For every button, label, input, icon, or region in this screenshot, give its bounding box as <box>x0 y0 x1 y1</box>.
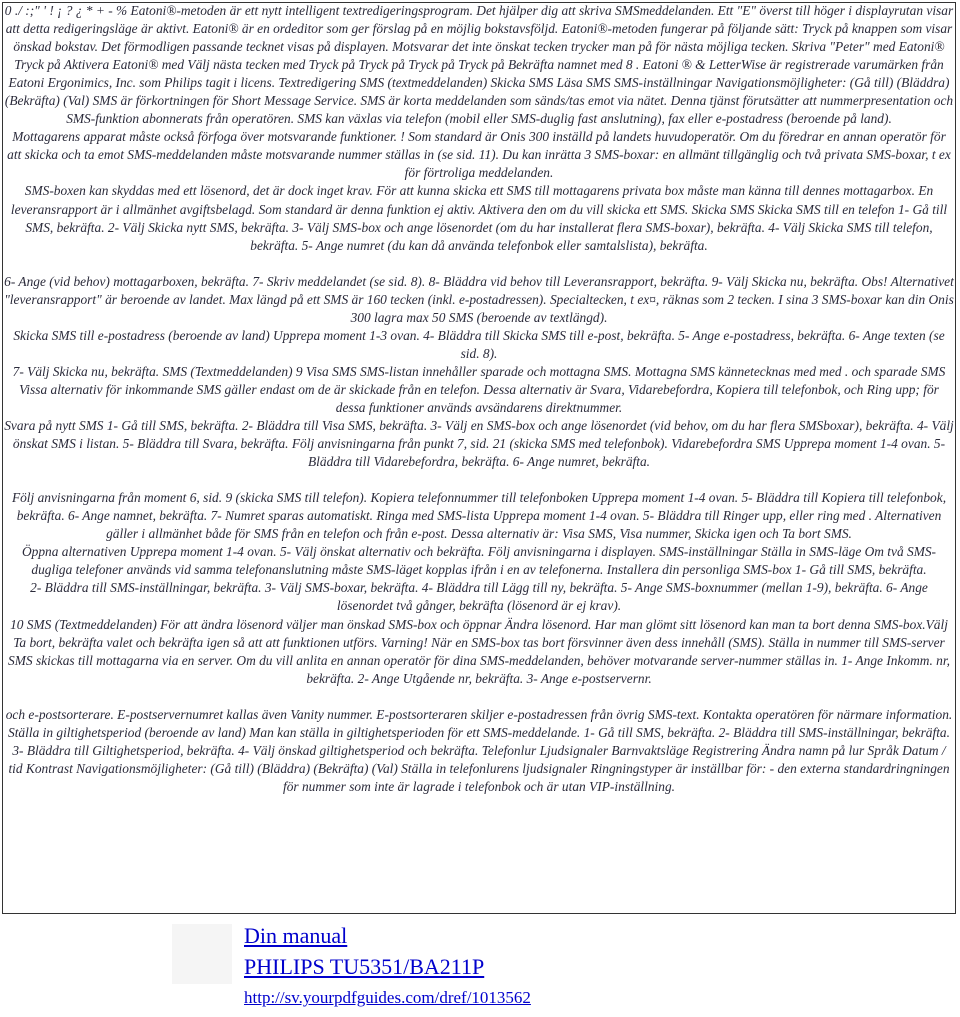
paragraph-losenord: 10 SMS (Textmeddelanden) För att ändra lösenord väljer man önskad SMS-box och öppnar Ändra lösenord. Har man glömt sitt lösenord kan man ta bort denna SMS-box.Välj Ta bort, bekräfta valet och bekräfta igen så att att funktionen utförs. Varning! När en SMS-box tas bort försvinner även dess innehåll (SMS). Ställa in nummer till SMS-server SMS skickas till mottagarna via en server. Om du vill anlita en annan operatör för dina SMS-meddelanden, behöver motvarande server-nummer ställas in. 1- Ange Inkomm. nr, bekräfta. 2- Ange Utgående nr, bekräfta. 3- Ange e-postservernr. <box>8 616 950 686</box>
paragraph-svara: Svara på nytt SMS 1- Gå till SMS, bekräfta. 2- Bläddra till Visa SMS, bekräfta. 3- Välj en SMS-box och ange lösenordet (vid behov, om du har flera SMSboxar), bekräfta. 4- Välj önskat SMS i listan. 5- Bläddra till Svara, bekräfta. Följ anvisningarna från punkt 7, sid. 21 (skicka SMS med telefonbok). Vidarebefordra SMS Upprepa moment 1-4 ovan. 5- Bläddra till Vidarebefordra, bekräfta. 6- Ange numret, bekräfta. <box>4 418 954 470</box>
product-link[interactable]: PHILIPS TU5351/BA211P <box>244 954 485 979</box>
paragraph-oppna: Öppna alternativen Upprepa moment 1-4 ovan. 5- Välj önskat alternativ och bekräfta. Följ anvisningarna i displayen. SMS-inställningar Ställa in SMS-läge Om två SMS-dugliga telefoner används vid samma telefonanslutning måste SMS-läget kopplas ifrån i en av telefonerna. Installera din personliga SMS-box 1- Gå till SMS, bekräfta. <box>21 544 937 578</box>
paragraph-visa-sms: 7- Välj Skicka nu, bekräfta. SMS (Textmeddelanden) 9 Visa SMS SMS-listan innehåller sparade och mottagna SMS. Mottagna SMS kännetecknas med med . och sparade SMS Vissa alternativ för inkommande SMS gäller endast om de är skickade från en telefon. Dessa alternativ är Svara, Vidarebefordra, Kopiera till telefonbok, och Ring upp; för dessa funktioner används avsändarens direktnummer. <box>12 363 946 415</box>
paragraph-sms-box: SMS-boxen kan skyddas med ett lösenord, det är dock inget krav. För att kunna skicka ett SMS till mottagarens privata box måste man känna till dennes mottagarbox. En leveransrapport är i allmänhet avgiftsbelagd. Som standard är denna funktion ej aktiv. Aktivera den om du vill skicka ett SMS. Skicka SMS Skicka SMS till en telefon 1- Gå till SMS, bekräfta. 2- Välj Skicka nytt SMS, bekräfta. 3- Välj SMS-box och ange lösenordet (om du har installerat flera SMS-boxar), bekräfta. 4- Välj Skicka SMS till telefon, bekräfta. 5- Ange numret (du kan då använda telefonbok eller samtalslista), bekräfta. <box>10 183 948 253</box>
paragraph-kopiera: Följ anvisningarna från moment 6, sid. 9 (skicka SMS till telefon). Kopiera telefonnummer till telefonboken Upprepa moment 1-4 ovan. 5- Bläddra till Kopiera till telefonbok, bekräfta. 6- Ange namnet, bekräfta. 7- Numret sparas automatiskt. Ringa med SMS-lista Upprepa moment 1-4 ovan. 5- Bläddra till Ringer upp, eller ring med . Alternativen gäller i allmänhet både för SMS från en telefon och från e-post. Dessa alternativ är: Visa SMS, Visa nummer, Skicka igen och Ta bort SMS. <box>11 490 947 542</box>
qr-code-placeholder <box>172 924 232 984</box>
document-body <box>4 2 954 796</box>
paragraph-giltighet: och e-postsorterare. E-postservernumret kallas även Vanity nummer. E-postsorteraren skiljer e-postadressen från övrig SMS-text. Kontakta operatören för närmare information. Ställa in giltighetsperiod (beroende av land) Man kan ställa in giltighetsperioden för ett SMS-meddelande. 1- Gå till SMS, bekräfta. 2- Bläddra till SMS-inställningar, bekräfta. 3- Bläddra till Giltighetsperiod, bekräfta. 4- Välj önskad giltighetsperiod och bekräfta. Telefonlur Ljudsignaler Barnvaktsläge Registrering Ändra namn på lur Språk Datum / tid Kontrast Navigationsmöjligheter: (Gå till) (Bläddra) (Bekräfta) (Val) Ställa in telefonlurens ljudsignaler Ringningstyper är inställbar för: - den externa standardringningen för nummer som inte är lagrade i telefonbok och är utan VIP-inställning. <box>5 706 953 794</box>
paragraph-epost: Skicka SMS till e-postadress (beroende av land) Upprepa moment 1-3 ovan. 4- Bläddra till Skicka SMS till e-post, bekräfta. 5- Ange e-postadress, bekräfta. 6- Ange texten (se sid. 8). <box>13 327 945 361</box>
url-link[interactable]: http://sv.yourpdfguides.com/dref/1013562 <box>244 988 531 1007</box>
paragraph-leveransrapport: 6- Ange (vid behov) mottagarboxen, bekräfta. 7- Skriv meddelandet (se sid. 8). 8- Bläddra vid behov till Leveransrapport, bekräfta. 9- Välj Skicka nu, bekräfta. Obs! Alternativet "leveransrapport" är beroende av landet. Max längd på ett SMS är 160 tecken (inkl. e-postadressen). Specialtecken, t ex¤, räknas som 2 tecken. I sina 3 SMS-boxar kan din Onis 300 lagra max 50 SMS (beroende av textlängd). <box>4 273 954 325</box>
paragraph-installningar: 2- Bläddra till SMS-inställningar, bekräfta. 3- Välj SMS-boxar, bekräfta. 4- Bläddra till Lägg till ny, bekräfta. 5- Ange SMS-boxnummer (mellan 1-9), bekräfta. 6- Ange lösenordet två gånger, bekräfta (lösenord är ej krav). <box>30 580 928 614</box>
paragraph-mottagare: Mottagarens apparat måste också förfoga över motsvarande funktioner. ! Som standard är Onis 300 inställd på landets huvudoperatör. Om du föredrar en annan operatör för att skicka och ta emot SMS-meddelanden måste motsvarande nummer ställas in (se sid. 11). Du kan inrätta 3 SMS-boxar: en allmänt tillgänglig och två privata SMS-boxar, t ex för förtroliga meddelanden. <box>7 129 951 181</box>
manual-link[interactable]: Din manual <box>244 923 348 948</box>
paragraph-eatoni: 0 ./ :;" ' ! ¡ ? ¿ * + - % Eatoni®-metoden är ett nytt intelligent textredigeringsprogram. Det hjälper dig att skriva SMSmeddelanden. Ett "E" överst till höger i displayrutan visar att detta redigeringsläge är aktivt. Eatoni® är en ordeditor som ger förslag på en möjlig bokstavsföljd. Eatoni®-metoden fungerar på följande sätt: Tryck på knappen som visar önskad bokstav. Det förmodligen passande tecknet visas på displayen. Motsvarar det inte önskat tecken trycker man på för nästa möjliga tecken. Skriva "Peter" med Eatoni® Tryck på Aktivera Eatoni® med Välj nästa tecken med Tryck på Tryck på Tryck på Tryck på Bekräfta namnet med 8 . Eatoni ® & LetterWise är registrerade varumärken från Eatoni Ergonimics, Inc. som Philips tagit i licens. Textredigering SMS (textmeddelanden) Skicka SMS Läsa SMS SMS-inställningar Navigationsmöjligheter: (Gå till) (Bläddra) (Bekräfta) (Val) SMS är förkortningen för Short Message Service. SMS är korta meddelanden som sänds/tas emot via nätet. Denna tjänst förutsätter att nummerpresentation och SMS-funktion abonnerats från operatören. SMS kan växlas via telefon (mobil eller SMS-duglig fast anslutning), fax eller e-postadress (beroende på land). <box>4 3 954 127</box>
footer-links <box>244 920 531 1010</box>
